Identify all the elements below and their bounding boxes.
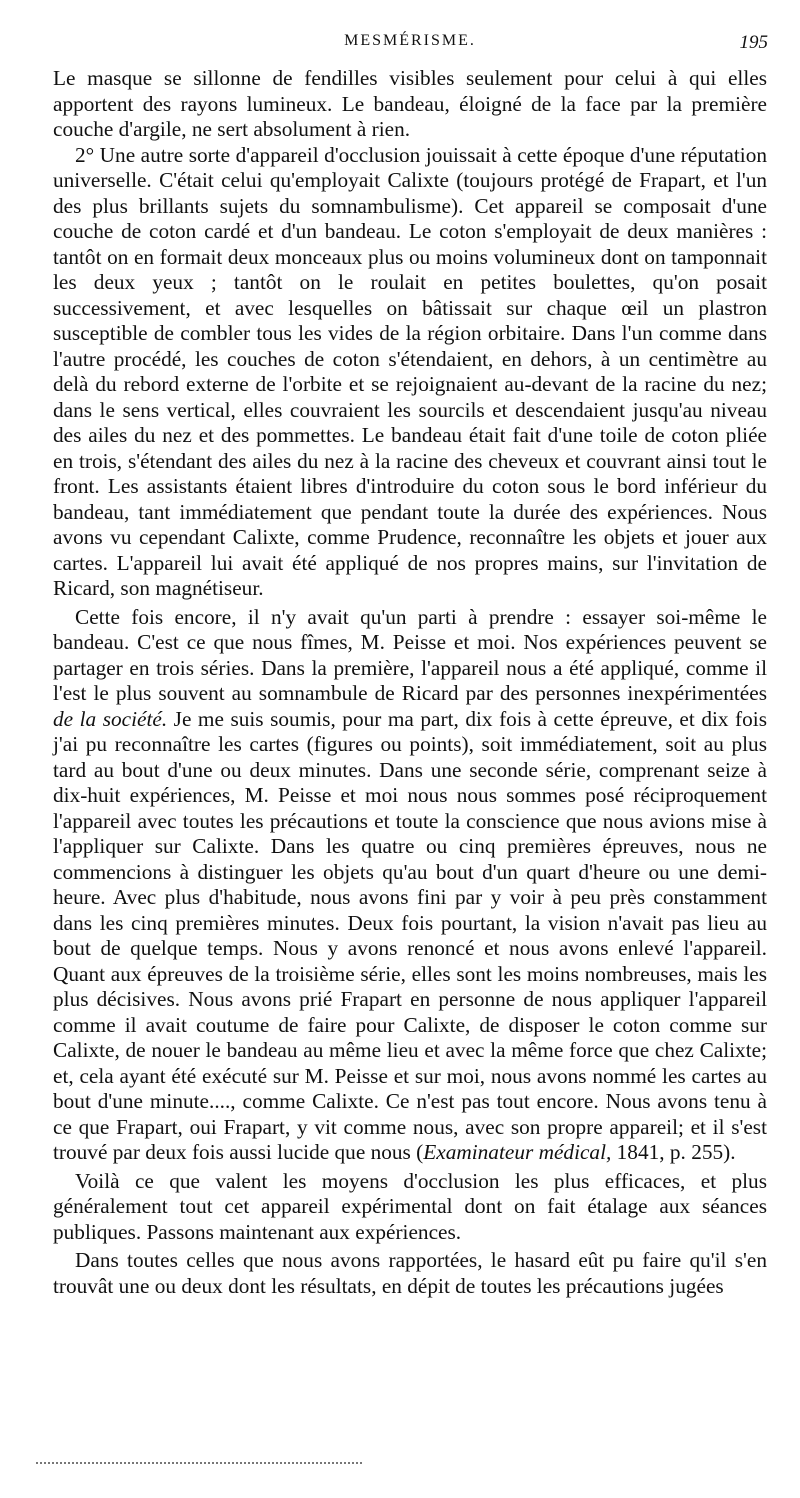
paragraph-2: 2° Une autre sorte d'appareil d'occlusion jouissait à cette époque d'une réputation universelle. C'était celui qu'employait Calixte (toujours protégé de Frapart, et l'un des plus brillants sujets du somnambulisme). Cet appareil se composait d'une couche de coton cardé et d'un bandeau. Le coton s'employait de deux manières : tantôt on en formait deux monceaux plus ou moins volumineux dont on tamponnait les deux yeux ; tantôt on le roulait en petites boulettes, qu'on posait successivement, et avec lesquelles on bâtissait sur chaque œil un plastron susceptible de combler tous les vides de la région orbitaire. Dans l'un comme dans l'autre procédé, les couches de coton s'étendaient, en dehors, à un centimètre au delà du rebord externe de l'orbite et se rejoignaient au-devant de la racine du nez; dans le sens vertical, elles couvraient les sourcils et descendaient jusqu'au niveau des ailes du nez et des pommettes. Le bandeau était fait d'une toile de coton pliée en trois, s'étendant des ailes du nez à la racine des cheveux et couvrant ainsi tout le front. Les assistants étaient libres d'introduire du coton sous le bord inférieur du bandeau, tant immédiatement que pendant toute la durée des expériences. Nous avons vu cependant Calixte, comme Prudence, reconnaître les objets et jouer aux cartes. L'appareil lui avait été appliqué de nos propres mains, sur l'invitation de Ricard, son magnétiseur. [53, 142, 767, 600]
paragraph-5: Dans toutes celles que nous avons rapportées, le hasard eût pu faire qu'il s'en trouvât une ou deux dont les résultats, en dépit de toutes les précautions jugées [53, 1248, 767, 1298]
paragraph-3 [53, 605, 767, 1166]
paragraph-4: Voilà ce que valent les moyens d'occlusion les plus efficaces, et plus généralement tout cet appareil expérimental dont on fait étalage aux séances publiques. Passons maintenant aux expériences. [53, 1168, 767, 1244]
page-number: 195 [739, 32, 768, 53]
footer-dotted-rule [36, 1462, 362, 1464]
italic-citation-examinateur: Examinateur médical, [423, 1140, 612, 1164]
running-title: MESMÉRISME. [344, 32, 476, 49]
paragraph-3-part-2: Je me suis soumis, pour ma part, dix fois à cette épreuve, et dix fois j'ai pu reconnaître les cartes (figures ou points), soit immédiatement, soit au plus tard au bout d'une ou deux minutes. Dans une seconde série, comprenant seize à dix-huit expériences, M. Peisse et moi nous nous sommes posé réciproquement l'appareil avec toutes les précautions et toute la conscience que nous avions mise à l'appliquer sur Calixte. Dans les quatre ou cinq premières épreuves, nous ne commencions à distinguer les objets qu'au bout d'un quart d'heure ou une demi-heure. Avec plus d'habitude, nous avons fini par y voir à peu près constamment dans les cinq premières minutes. Deux fois pourtant, la vision n'avait pas lieu au bout de quelque temps. Nous y avons renoncé et nous avons enlevé l'appareil. Quant aux épreuves de la troisième série, elles sont les moins nombreuses, mais les plus décisives. Nous avons prié Frapart en personne de nous appliquer l'appareil comme il avait coutume de faire pour Calixte, de disposer le coton comme sur Calixte, de nouer le bandeau au même lieu et avec la même force que chez Calixte; et, cela ayant été exécuté sur M. Peisse et sur moi, nous avons nommé les cartes au bout d'une minute...., comme Calixte. Ce n'est pas tout encore. Nous avons tenu à ce que Frapart, oui Frapart, y vit comme nous, avec son propre appareil; et il s'est trouvé par deux fois aussi lucide que nous ( [53, 706, 767, 1164]
italic-phrase-de-la-societe: de la société. [53, 706, 168, 731]
body-text [53, 66, 767, 1299]
paragraph-1: Le masque se sillonne de fendilles visibles seulement pour celui à qui elles apportent des rayons lumineux. Le bandeau, éloigné de la face par la première couche d'argile, ne sert absolument à rien. [53, 66, 767, 141]
paragraph-3-part-3: 1841, p. 255). [611, 1140, 736, 1164]
page-header [52, 32, 768, 56]
paragraph-3-part-1: Cette fois encore, il n'y avait qu'un parti à prendre : essayer soi-même le bandeau. C'est ce que nous fîmes, M. Peisse et moi. Nos expériences peuvent se partager en trois séries. Dans la première, l'appareil nous a été appliqué, comme il l'est le plus souvent au somnambule de Ricard par des personnes inexpérimentées [53, 604, 767, 705]
